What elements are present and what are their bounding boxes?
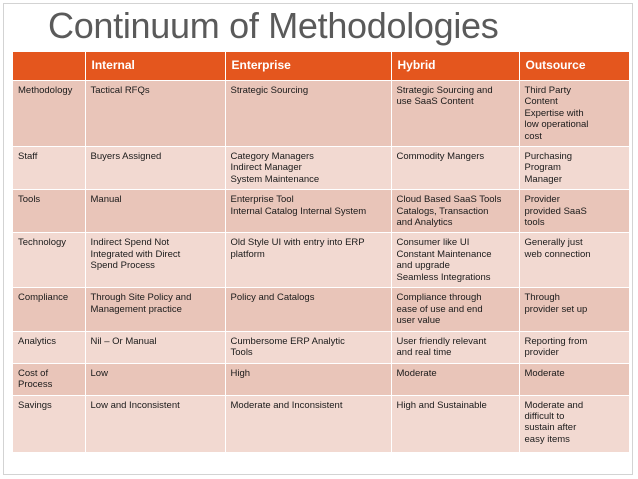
header-corner	[13, 52, 85, 81]
row-label: Analytics	[13, 331, 85, 363]
table-cell: Through provider set up	[519, 288, 629, 331]
table-row	[13, 363, 629, 395]
table-cell: High and Sustainable	[391, 395, 519, 452]
table-cell: Category Managers Indirect Manager System Maintenance	[225, 147, 391, 190]
table-row	[13, 190, 629, 233]
table-cell: Moderate	[391, 363, 519, 395]
table-cell: Tactical RFQs	[85, 81, 225, 147]
table-cell: Reporting from provider	[519, 331, 629, 363]
row-label: Savings	[13, 395, 85, 452]
table-cell: Moderate and Inconsistent	[225, 395, 391, 452]
table-cell: Manual	[85, 190, 225, 233]
table-cell: Nil – Or Manual	[85, 331, 225, 363]
table-cell: Buyers Assigned	[85, 147, 225, 190]
header-enterprise: Enterprise	[225, 52, 391, 81]
row-label: Methodology	[13, 81, 85, 147]
row-label: Staff	[13, 147, 85, 190]
table-cell: Policy and Catalogs	[225, 288, 391, 331]
table-header-row	[13, 52, 629, 81]
row-label: Technology	[13, 233, 85, 288]
table-cell: User friendly relevant and real time	[391, 331, 519, 363]
table-cell: Old Style UI with entry into ERP platform	[225, 233, 391, 288]
table-row	[13, 81, 629, 147]
table-cell: Commodity Mangers	[391, 147, 519, 190]
table-cell: Cloud Based SaaS Tools Catalogs, Transaction and Analytics	[391, 190, 519, 233]
table-row	[13, 331, 629, 363]
table-cell: Provider provided SaaS tools	[519, 190, 629, 233]
table-cell: Low	[85, 363, 225, 395]
table-cell: Third Party Content Expertise with low operational cost	[519, 81, 629, 147]
table-cell: Enterprise Tool Internal Catalog Internal System	[225, 190, 391, 233]
slide-title: Continuum of Methodologies	[48, 5, 499, 46]
table-row	[13, 288, 629, 331]
row-label: Cost of Process	[13, 363, 85, 395]
table-row	[13, 233, 629, 288]
table-cell: High	[225, 363, 391, 395]
table-cell: Compliance through ease of use and end user value	[391, 288, 519, 331]
row-label: Tools	[13, 190, 85, 233]
table-row	[13, 147, 629, 190]
table-cell: Strategic Sourcing	[225, 81, 391, 147]
header-outsource: Outsource	[519, 52, 629, 81]
table-cell: Cumbersome ERP Analytic Tools	[225, 331, 391, 363]
header-hybrid: Hybrid	[391, 52, 519, 81]
table-cell: Moderate	[519, 363, 629, 395]
table-row	[13, 395, 629, 452]
table-cell: Low and Inconsistent	[85, 395, 225, 452]
row-label: Compliance	[13, 288, 85, 331]
table-cell: Strategic Sourcing and use SaaS Content	[391, 81, 519, 147]
table-cell: Indirect Spend Not Integrated with Direct Spend Process	[85, 233, 225, 288]
table-cell: Through Site Policy and Management practice	[85, 288, 225, 331]
table-cell: Generally just web connection	[519, 233, 629, 288]
methodology-table	[13, 52, 630, 452]
table-cell: Moderate and difficult to sustain after easy items	[519, 395, 629, 452]
header-internal: Internal	[85, 52, 225, 81]
table-cell: Purchasing Program Manager	[519, 147, 629, 190]
table-cell: Consumer like UI Constant Maintenance and upgrade Seamless Integrations	[391, 233, 519, 288]
